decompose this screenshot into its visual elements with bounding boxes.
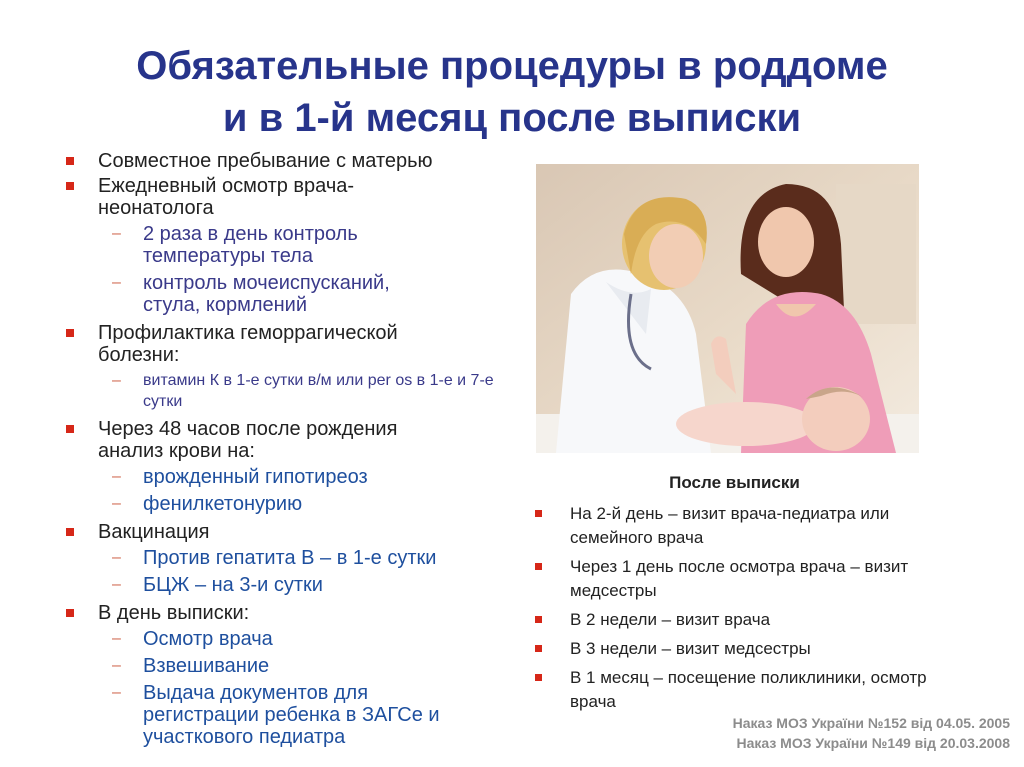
sub-list-item: – Осмотр врача xyxy=(112,628,273,650)
dash-icon: – xyxy=(112,274,121,291)
bullet-icon xyxy=(66,425,74,433)
dash-icon: – xyxy=(112,549,121,566)
sub-list-item: – Взвешивание xyxy=(112,655,270,677)
page-title xyxy=(0,40,1024,144)
list-item: В 1 месяц – посещение поликлиники, осмотр врача xyxy=(532,666,962,714)
list-item: В день выписки: xyxy=(62,602,522,624)
bullet-icon xyxy=(66,329,74,337)
photo-illustration xyxy=(536,164,919,453)
list-item: Через 1 день после осмотра врача – визит медсестры xyxy=(532,555,962,603)
title-line-1: Обязательные процедуры в роддоме xyxy=(136,44,888,88)
sub-list-item: – врожденный гипотиреоз xyxy=(112,466,368,488)
bullet-icon xyxy=(535,674,542,681)
bullet-icon xyxy=(66,528,74,536)
bullet-icon xyxy=(535,616,542,623)
section-title: После выписки xyxy=(669,473,800,492)
dash-icon: – xyxy=(112,630,121,647)
sub-list-item: – БЦЖ – на 3-и сутки xyxy=(112,574,323,596)
list-item: В 2 недели – визит врача xyxy=(532,608,962,632)
dash-icon: – xyxy=(112,576,121,593)
dash-icon: – xyxy=(112,657,121,674)
sub-list-item: – контроль мочеиспусканий, стула, кормлений xyxy=(112,272,390,316)
list-item: Совместное пребывание с матерью xyxy=(62,150,522,172)
list-item: На 2-й день – визит врача-педиатра или семейного врача xyxy=(532,502,962,550)
bullet-icon xyxy=(66,157,74,165)
dash-icon: – xyxy=(112,495,121,512)
list-item: Вакцинация xyxy=(62,521,522,543)
bullet-icon xyxy=(535,563,542,570)
order-line-1: Наказ МОЗ України №152 від 04.05. 2005 xyxy=(732,715,1010,731)
sub-list-item: – Против гепатита В – в 1-е сутки xyxy=(112,547,437,569)
dash-icon: – xyxy=(112,468,121,485)
order-line-2: Наказ МОЗ України №149 від 20.03.2008 xyxy=(736,735,1010,751)
dash-icon: – xyxy=(112,684,121,701)
procedures-list xyxy=(62,150,522,753)
bullet-icon xyxy=(535,645,542,652)
list-item: Через 48 часов после рождения анализ крови на: xyxy=(62,418,522,462)
dash-icon: – xyxy=(112,225,121,242)
list-item: Профилактика геморрагической болезни: xyxy=(62,322,522,366)
sub-list-item: – Выдача документов для регистрации ребенка в ЗАГСе и участкового педиатра xyxy=(112,682,440,748)
bullet-icon xyxy=(535,510,542,517)
list-item: В 3 недели – визит медсестры xyxy=(532,637,962,661)
order-references xyxy=(733,713,1010,753)
sub-list-item: – фенилкетонурию xyxy=(112,493,303,515)
after-discharge-section xyxy=(532,473,962,719)
list-item: Ежедневный осмотр врача-неонатолога xyxy=(62,175,522,219)
sub-list-item: – витамин К в 1-е сутки в/м или per os в 1-е и 7-е сутки xyxy=(112,372,494,410)
sub-list-item: – 2 раза в день контроль температуры тела xyxy=(112,223,358,267)
bullet-icon xyxy=(66,609,74,617)
doctor-mother-baby-photo xyxy=(536,164,919,453)
dash-icon: – xyxy=(112,372,121,389)
title-line-2: и в 1-й месяц после выписки xyxy=(222,96,802,140)
bullet-icon xyxy=(66,182,74,190)
